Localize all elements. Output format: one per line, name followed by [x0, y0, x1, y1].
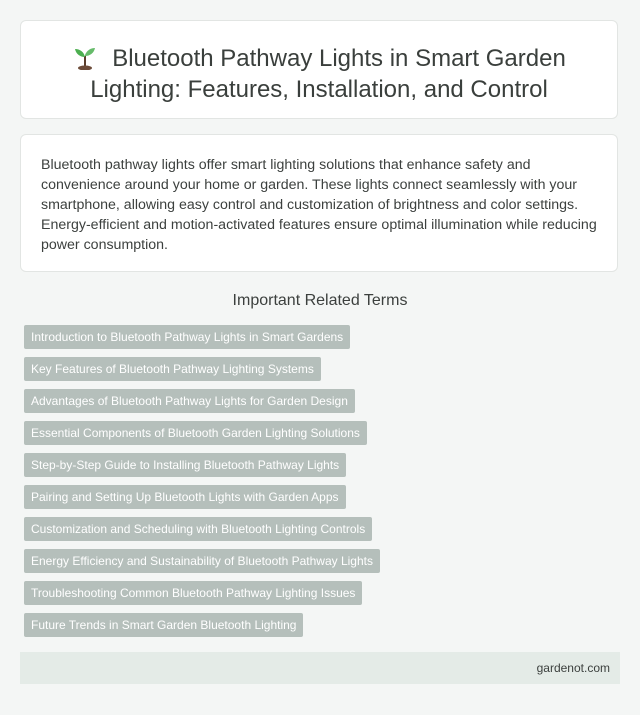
related-term-link[interactable]: Essential Components of Bluetooth Garden Lighting Solutions	[24, 421, 367, 445]
related-term-link[interactable]: Pairing and Setting Up Bluetooth Lights with Garden Apps	[24, 485, 346, 509]
related-terms-heading: Important Related Terms	[232, 292, 408, 309]
footer-bar	[20, 652, 620, 684]
related-term-link[interactable]: Future Trends in Smart Garden Bluetooth Lighting	[24, 613, 303, 637]
intro-paragraph: Bluetooth pathway lights offer smart lighting solutions that enhance safety and convenience around your home or garden. These lights connect seamlessly with your smartphone, allowing easy control and customization of brightness and color settings. Energy-efficient and motion-activated features ensure optimal illumination while reducing power consumption.	[41, 157, 597, 253]
page-title-text: Bluetooth Pathway Lights in Smart Garden Lighting: Features, Installation, and Control	[90, 45, 566, 103]
related-term-link[interactable]: Customization and Scheduling with Bluetooth Lighting Controls	[24, 517, 372, 541]
related-term-link[interactable]: Key Features of Bluetooth Pathway Lighting Systems	[24, 357, 321, 381]
sprout-icon	[72, 44, 98, 70]
title-card	[20, 20, 618, 119]
related-terms-list	[24, 325, 614, 645]
related-term-link[interactable]: Troubleshooting Common Bluetooth Pathway Lighting Issues	[24, 581, 362, 605]
footer-site-link[interactable]: gardenot.com	[536, 661, 610, 675]
related-term-link[interactable]: Step-by-Step Guide to Installing Bluetooth Pathway Lights	[24, 453, 346, 477]
related-term-link[interactable]: Advantages of Bluetooth Pathway Lights for Garden Design	[24, 389, 355, 413]
related-term-link[interactable]: Energy Efficiency and Sustainability of Bluetooth Pathway Lights	[24, 549, 380, 573]
related-term-link[interactable]: Introduction to Bluetooth Pathway Lights in Smart Gardens	[24, 325, 350, 349]
page-title	[21, 43, 617, 105]
intro-card	[20, 134, 618, 272]
